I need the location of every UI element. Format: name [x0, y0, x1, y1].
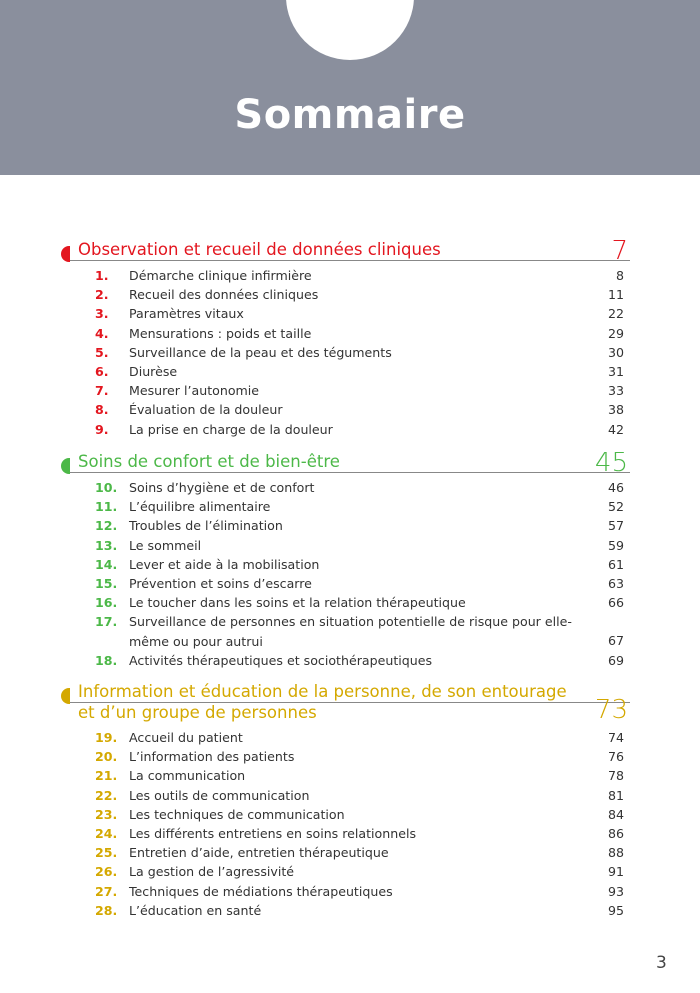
- entry-number: 10.: [95, 480, 118, 495]
- entry-number: 12.: [95, 518, 118, 534]
- entry-number: 3.: [95, 306, 109, 322]
- entry-number: 9.: [95, 421, 109, 437]
- section-title-line2: et d’un groupe de personnes: [78, 703, 317, 722]
- entry-title: Techniques de médiations thérapeutiques: [129, 883, 393, 899]
- header-banner: [0, 0, 700, 175]
- toc-entry[interactable]: [62, 593, 630, 612]
- half-circle-marker-icon: [61, 246, 70, 262]
- entry-title: Le toucher dans les soins et la relation thérapeutique: [129, 595, 466, 611]
- entry-number: 2.: [95, 287, 109, 303]
- entry-page: 42: [607, 421, 624, 437]
- entry-title: Recueil des données cliniques: [129, 287, 319, 303]
- entry-page: 95: [607, 902, 624, 918]
- entry-title: Mensurations : poids et taille: [129, 325, 312, 341]
- section-page: 73: [594, 695, 628, 725]
- entry-page: 11: [607, 287, 624, 303]
- entry-page: 22: [607, 306, 624, 322]
- toc-entry[interactable]: [62, 747, 630, 766]
- toc-entry[interactable]: [62, 805, 630, 824]
- entry-number: 5.: [95, 344, 109, 360]
- entry-page: 93: [607, 883, 624, 899]
- toc-entry[interactable]: [62, 862, 630, 881]
- entry-number: 23.: [95, 806, 118, 822]
- entry-page: 61: [607, 556, 624, 572]
- entry-number: 26.: [95, 864, 118, 880]
- entry-number: 20.: [95, 749, 118, 765]
- entry-title: L’équilibre alimentaire: [129, 499, 271, 515]
- entry-number: 27.: [95, 883, 118, 899]
- entry-title: Surveillance de personnes en situation potentielle de risque pour elle-même ou pour autrui: [129, 614, 572, 649]
- entry-number: 25.: [95, 845, 118, 861]
- page-number: 3: [656, 953, 667, 973]
- entry-number: 6.: [95, 363, 109, 379]
- entry-number: 7.: [95, 383, 109, 399]
- entry-title: Troubles de l’élimination: [129, 518, 283, 534]
- toc-entry[interactable]: [62, 497, 630, 516]
- toc-entry[interactable]: [62, 843, 630, 862]
- entry-title: Lever et aide à la mobilisation: [129, 556, 320, 572]
- toc-entry[interactable]: [62, 324, 630, 343]
- entry-page: 67: [607, 633, 624, 649]
- entry-number: 1.: [95, 268, 109, 283]
- entry-title: Entretien d’aide, entretien thérapeutique: [129, 845, 389, 861]
- entry-page: 88: [607, 845, 624, 861]
- entry-page: 57: [607, 518, 624, 534]
- section-title: Soins de confort et de bien-être: [78, 452, 340, 471]
- entry-title: La communication: [129, 768, 246, 784]
- section-title: Information et éducation de la personne, de son entourage: [78, 682, 567, 701]
- entry-page: 76: [607, 749, 624, 765]
- entry-title: Démarche clinique infirmière: [129, 268, 312, 283]
- section-page: 45: [594, 448, 628, 478]
- half-circle-marker-icon: [61, 688, 70, 704]
- entry-number: 16.: [95, 595, 118, 611]
- toc-entry[interactable]: [62, 400, 630, 419]
- entry-title: L’éducation en santé: [129, 902, 262, 918]
- entry-number: 17.: [95, 614, 118, 630]
- toc-entry[interactable]: [62, 266, 630, 285]
- entry-title: Paramètres vitaux: [129, 306, 244, 322]
- toc-entry[interactable]: [62, 536, 630, 555]
- entry-title: Activités thérapeutiques et sociothérapeutiques: [129, 652, 433, 668]
- entry-page: 74: [607, 730, 624, 745]
- entry-title: Diurèse: [129, 363, 178, 379]
- toc-entry[interactable]: [62, 304, 630, 323]
- entry-page: 63: [607, 575, 624, 591]
- entry-title: Le sommeil: [129, 537, 202, 553]
- header-circle-decoration: [286, 0, 414, 60]
- toc-entry[interactable]: [62, 285, 630, 304]
- entry-title: L’information des patients: [129, 749, 295, 765]
- section-information-education: [62, 680, 630, 920]
- entry-number: 13.: [95, 537, 118, 553]
- toc-entry[interactable]: [62, 901, 630, 920]
- entry-number: 19.: [95, 730, 118, 745]
- toc-entry[interactable]: [62, 786, 630, 805]
- entry-number: 18.: [95, 652, 118, 668]
- toc-entry[interactable]: [62, 420, 630, 439]
- entry-page: 84: [607, 806, 624, 822]
- section-title: Observation et recueil de données cliniques: [78, 240, 441, 259]
- entry-number: 24.: [95, 825, 118, 841]
- entry-title: Les différents entretiens en soins relationnels: [129, 825, 417, 841]
- half-circle-marker-icon: [61, 458, 70, 474]
- section-heading[interactable]: [70, 680, 630, 703]
- toc-entry[interactable]: [62, 882, 630, 901]
- toc-entry[interactable]: [62, 612, 630, 650]
- entry-number: 28.: [95, 902, 118, 918]
- entry-page: 86: [607, 825, 624, 841]
- toc-entry[interactable]: [62, 651, 630, 670]
- entry-page: 59: [607, 537, 624, 553]
- entry-number: 11.: [95, 499, 118, 515]
- section-heading-continued: [62, 695, 630, 725]
- entry-page: 78: [607, 768, 624, 784]
- entry-page: 46: [607, 480, 624, 495]
- entry-title: Évaluation de la douleur: [129, 402, 283, 418]
- entry-number: 4.: [95, 325, 109, 341]
- toc-entry[interactable]: [62, 343, 630, 362]
- toc-entry[interactable]: [62, 574, 630, 593]
- toc-entry[interactable]: [62, 478, 630, 497]
- entry-page: 30: [607, 344, 624, 360]
- toc-entry[interactable]: [62, 516, 630, 535]
- entry-number: 15.: [95, 575, 118, 591]
- section-soins-confort: [62, 450, 630, 670]
- toc-entry[interactable]: [62, 728, 630, 747]
- entry-page: 31: [607, 363, 624, 379]
- toc-entry[interactable]: [62, 555, 630, 574]
- entry-title: La prise en charge de la douleur: [129, 421, 333, 437]
- entry-title: Surveillance de la peau et des téguments: [129, 344, 392, 360]
- entry-page: 33: [607, 383, 624, 399]
- entry-title: La gestion de l’agressivité: [129, 864, 295, 880]
- entry-title: Soins d’hygiène et de confort: [129, 480, 315, 495]
- toc-entry[interactable]: [62, 824, 630, 843]
- entry-page: 66: [607, 595, 624, 611]
- entry-number: 8.: [95, 402, 109, 418]
- entry-title: Accueil du patient: [129, 730, 243, 745]
- entry-page: 8: [615, 268, 624, 283]
- toc-entry[interactable]: [62, 381, 630, 400]
- toc-entry[interactable]: [62, 766, 630, 785]
- entry-number: 14.: [95, 556, 118, 572]
- entry-title: Mesurer l’autonomie: [129, 383, 260, 399]
- entry-page: 81: [607, 787, 624, 803]
- section-page: 7: [611, 236, 628, 266]
- entry-title: Les outils de communication: [129, 787, 310, 803]
- entry-page: 29: [607, 325, 624, 341]
- entry-title: Prévention et soins d’escarre: [129, 575, 312, 591]
- entry-page: 52: [607, 499, 624, 515]
- toc-entry[interactable]: [62, 362, 630, 381]
- section-heading[interactable]: [70, 236, 630, 266]
- entry-number: 22.: [95, 787, 118, 803]
- entry-title: Les techniques de communication: [129, 806, 345, 822]
- entry-page: 69: [607, 652, 624, 668]
- entry-page: 91: [607, 864, 624, 880]
- section-heading[interactable]: [70, 448, 630, 478]
- entry-number: 21.: [95, 768, 118, 784]
- page-title: Sommaire: [234, 92, 466, 138]
- section-observation: [62, 238, 630, 439]
- entry-page: 38: [607, 402, 624, 418]
